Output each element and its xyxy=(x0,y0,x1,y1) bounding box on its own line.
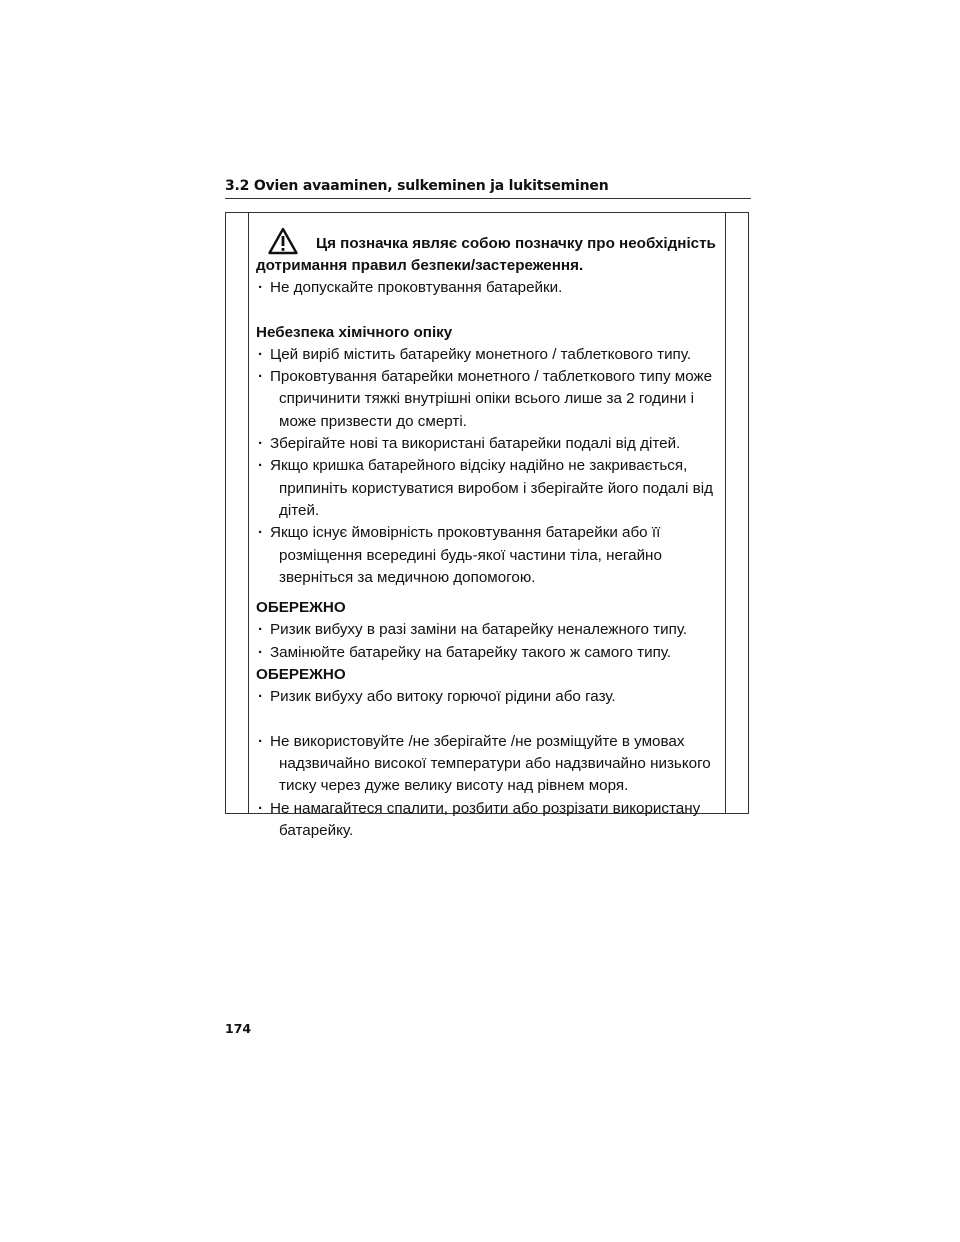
warning-title xyxy=(256,227,720,255)
bullet-line: може призвести до смерті. xyxy=(279,412,467,430)
bullet-line: · Ризик вибуху або витоку горючої рідини або газу. xyxy=(270,688,616,706)
caution-heading-2: ОБЕРЕЖНО xyxy=(256,666,346,684)
chemical-burn-list xyxy=(256,344,720,589)
bullet-line: розміщення всередині будь-якої частини тіла, негайно xyxy=(279,546,662,564)
warning-title-line1: Ця позначка являє собою позначку про необхідність xyxy=(316,234,716,252)
header-rule xyxy=(225,198,751,199)
caution-list-1 xyxy=(256,619,720,664)
section-header: 3.2 Ovien avaaminen, sulkeminen ja lukitseminen xyxy=(225,178,609,194)
bullet-line: · Якщо існує ймовірність проковтування батарейки або її xyxy=(270,524,661,542)
warning-title-line2: дотримання правил безпеки/застереження. xyxy=(256,257,584,274)
bullet-item xyxy=(256,366,720,433)
bullet-item xyxy=(256,522,720,589)
warning-content xyxy=(256,227,720,842)
bullet-line: · Замінюйте батарейку на батарейку такого ж самого типу. xyxy=(270,643,672,661)
left-margin-line xyxy=(248,213,249,813)
warning-triangle-icon xyxy=(268,227,298,255)
spacer xyxy=(256,589,720,597)
bullet-line: тиску через дуже велику висоту над рівнем моря. xyxy=(279,777,629,795)
spacer xyxy=(256,300,720,322)
bullet-line: · Якщо кришка батарейного відсіку надійно не закривається, xyxy=(270,457,688,475)
bullet-line: надзвичайно високої температури або надзвичайно низького xyxy=(279,754,711,772)
spacer xyxy=(256,709,720,731)
bullet-line: · Не використовуйте /не зберігайте /не розміщуйте в умовах xyxy=(270,732,685,750)
bullet-item xyxy=(256,344,720,366)
warning-box xyxy=(225,212,749,839)
right-margin-line xyxy=(725,213,726,813)
storage-list xyxy=(256,731,720,842)
bullet-line: · Не намагайтеся спалити, розбити або розрізати використану xyxy=(270,799,701,817)
bullet-item xyxy=(256,642,720,664)
bullet-line: · Проковтування батарейки монетного / таблеткового типу може xyxy=(270,368,713,386)
bullet-line: · Цей виріб містить батарейку монетного / таблеткового типу. xyxy=(270,345,692,363)
bullet-line: дітей. xyxy=(279,501,320,519)
bullet-line: зверніться за медичною допомогою. xyxy=(279,568,536,586)
bullet-item xyxy=(256,619,720,641)
bullet-line: спричинити тяжкі внутрішні опіки всього лише за 2 години і xyxy=(279,390,694,408)
intro-bullet xyxy=(256,277,720,299)
bullet-item xyxy=(256,455,720,522)
bullet-line: батарейку. xyxy=(279,821,354,839)
bullet-item xyxy=(256,686,720,708)
bullet-line: · Зберігайте нові та використані батарейки подалі від дітей. xyxy=(270,435,681,453)
caution-heading-1: ОБЕРЕЖНО xyxy=(256,599,346,617)
intro-bullet-text: Не допускайте проковтування батарейки. xyxy=(270,279,563,297)
caution-list-2 xyxy=(256,686,720,708)
bullet-line: припиніть користуватися виробом і зберігайте його подалі від xyxy=(279,479,713,497)
bullet-item xyxy=(256,433,720,455)
bullet-item xyxy=(256,731,720,798)
chemical-burn-heading: Небезпека хімічного опіку xyxy=(256,323,453,341)
bullet-item xyxy=(256,798,720,843)
bullet-line: · Ризик вибуху в разі заміни на батарейку неналежного типу. xyxy=(270,621,688,639)
page-number: 174 xyxy=(225,1021,252,1036)
